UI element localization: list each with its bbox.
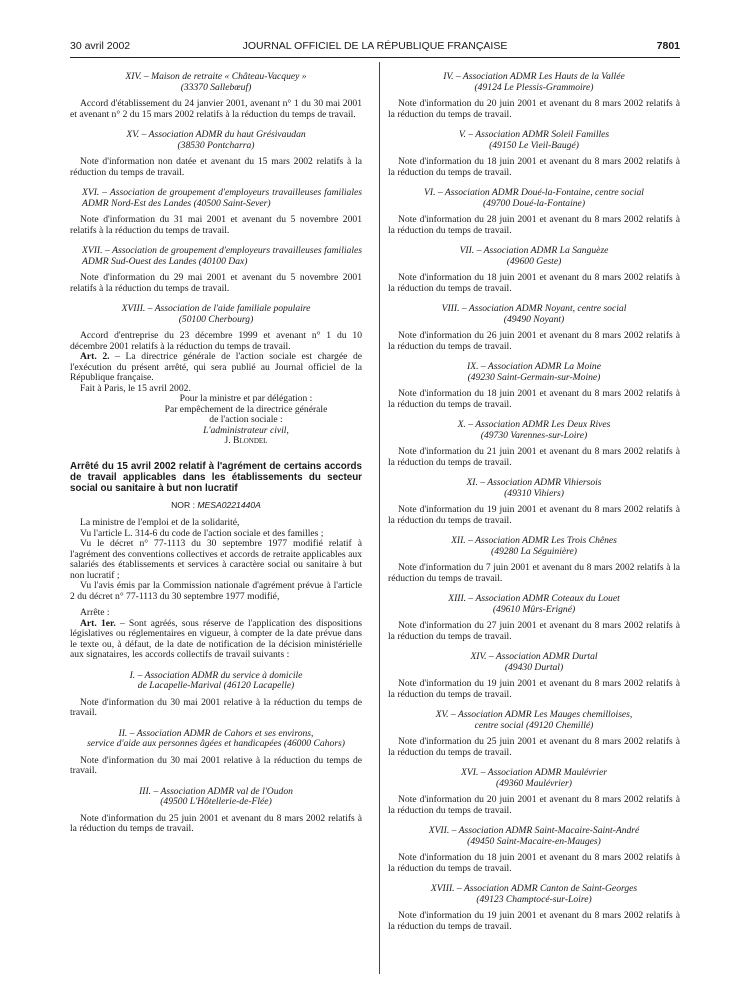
section-place: (49123 Champtocé-sur-Loire) bbox=[476, 893, 592, 905]
section-heading: XVIII. – Association de l'aide familiale populaire bbox=[121, 303, 311, 314]
right-column bbox=[388, 72, 680, 972]
section-heading: XVI. – Association ADMR Maulévrier bbox=[461, 767, 607, 778]
section-place: (49310 Vihiers) bbox=[504, 487, 564, 499]
section-text: Note d'information du 18 juin 2001 et avenant du 8 mars 2002 relatifs à la réduction du temps de travail. bbox=[388, 156, 680, 178]
section-text: Note d'information du 30 mai 2001 relative à la réduction du temps de travail. bbox=[70, 754, 362, 776]
section-text: Note d'information du 26 juin 2001 et avenant du 8 mars 2002 relatifs à la réduction du temps de travail. bbox=[388, 330, 680, 352]
decree-title: Arrêté du 15 avril 2002 relatif à l'agrément de certains accords de travail applicables dans les établissements du secteur social ou sanitaire à but non lucratif bbox=[70, 460, 362, 494]
section-place: (49730 Varennes-sur-Loire) bbox=[480, 429, 588, 441]
section-place: (33370 Sallebœuf) bbox=[180, 81, 252, 93]
header-rule bbox=[70, 57, 680, 58]
section-text: Note d'information du 25 juin 2001 et avenant du 8 mars 2002 relatifs à la réduction du temps de travail. bbox=[388, 736, 680, 758]
section-place: (38530 Pontcharra) bbox=[177, 139, 255, 151]
section-heading: XIV. – Association ADMR Durtal bbox=[470, 651, 598, 662]
section-text: Note d'information du 25 juin 2001 et avenant du 8 mars 2002 relatifs à la réduction du temps de travail. bbox=[70, 812, 362, 834]
section-text: Accord d'entreprise du 23 décembre 1999 et avenant n° 1 du 10 décembre 2001 relatifs à la réduction du temps de travail. bbox=[70, 330, 362, 352]
signature-line: de l'action sociale : bbox=[209, 414, 283, 425]
section-place: (49700 Doué-la-Fontaine) bbox=[482, 197, 586, 209]
section-place: (49124 Le Plessis-Grammoire) bbox=[474, 81, 594, 93]
section-place: (49280 La Séguinière) bbox=[491, 545, 577, 557]
section-place: (49600 Geste) bbox=[506, 255, 562, 267]
section-text: Note d'information du 20 juin 2001 et avenant du 8 mars 2002 relatifs à la réduction du temps de travail. bbox=[388, 794, 680, 816]
section-place: (50100 Cherbourg) bbox=[178, 313, 254, 325]
section-place: (49230 Saint-Germain-sur-Moine) bbox=[467, 371, 601, 383]
journal-title: JOURNAL OFFICIEL DE LA RÉPUBLIQUE FRANÇAISE bbox=[242, 40, 508, 52]
section-text: Note d'information du 27 juin 2001 et avenant du 8 mars 2002 relatifs à la réduction du temps de travail. bbox=[388, 620, 680, 642]
section-heading: II. – Association ADMR de Cahors et ses environs, bbox=[118, 727, 314, 739]
section-text: Note d'information du 20 juin 2001 et avenant du 8 mars 2002 relatifs à la réduction du temps de travail. bbox=[388, 98, 680, 120]
section-text: Accord d'établissement du 24 janvier 2001, avenant n° 1 du 30 mai 2001 et avenant n° 2 du 15 mars 2002 relatifs à la réduction du temps de travail. bbox=[70, 98, 362, 120]
preamble-line: Vu l'avis émis par la Commission nationale d'agrément prévue à l'article 2 du décret n° 77-1113 du 30 septembre 1977 modifié, bbox=[70, 580, 362, 602]
page-number: 7801 bbox=[656, 40, 680, 52]
section-heading: XIII. – Association ADMR Coteaux du Louet bbox=[448, 593, 620, 604]
signature-line: L'administrateur civil, bbox=[203, 424, 289, 436]
section-place: (49430 Durtal) bbox=[504, 661, 564, 673]
section-heading: III. – Association ADMR val de l'Oudon bbox=[139, 785, 293, 797]
section-text: Note d'information du 21 juin 2001 et avenant du 8 mars 2002 relatifs à la réduction du temps de travail. bbox=[388, 446, 680, 468]
section-place: (49450 Saint-Macaire-en-Mauges) bbox=[467, 835, 601, 847]
section-text: Note d'information du 29 mai 2001 et avenant du 5 novembre 2001 relatifs à la réduction du temps de travail. bbox=[70, 272, 362, 294]
section-heading: VIII. – Association ADMR Noyant, centre social bbox=[441, 303, 627, 314]
section-heading: XVIII. – Association ADMR Canton de Saint-Georges bbox=[430, 883, 638, 894]
section-heading: V. – Association ADMR Soleil Familles bbox=[458, 129, 610, 140]
column-divider bbox=[379, 62, 380, 974]
arrete-label: Arrête : bbox=[80, 607, 110, 618]
section-heading: XVII. – Association de groupement d'employeurs travailleuses familiales ADMR Sud-Ouest des Landes (40100 Dax) bbox=[82, 245, 362, 267]
section-heading: XIV. – Maison de retraite « Château-Vacquey » bbox=[125, 71, 307, 82]
section-heading: VI. – Association ADMR Doué-la-Fontaine, centre social bbox=[424, 187, 644, 198]
section-heading: VII. – Association ADMR La Sanguèze bbox=[459, 245, 609, 256]
section-heading: IX. – Association ADMR La Moine bbox=[467, 361, 601, 372]
section-heading: XI. – Association ADMR Vihiersois bbox=[466, 477, 602, 488]
section-text: Note d'information du 28 juin 2001 et avenant du 8 mars 2002 relatifs à la réduction du temps de travail. bbox=[388, 214, 680, 236]
page-header bbox=[70, 40, 680, 56]
section-place: de Lacapelle-Marival (46120 Lacapelle) bbox=[137, 680, 295, 691]
section-text: Note d'information du 30 mai 2001 relative à la réduction du temps de travail. bbox=[70, 696, 362, 718]
preamble-line: Vu le décret n° 77-1113 du 30 septembre 1977 modifié relatif à l'agrément des conventions collectives et accords de retraite applicables aux salariés des établissements et services à caractère social ou sanitaire à but non lucratif ; bbox=[70, 538, 362, 581]
section-text: Note d'information non datée et avenant du 15 mars 2002 relatifs à la réduction du temps de travail. bbox=[70, 156, 362, 178]
section-place: (49610 Mûrs-Erigné) bbox=[492, 603, 576, 615]
preamble-line: Vu l'article L. 314-6 du code de l'action sociale et des familles ; bbox=[80, 527, 324, 539]
done-at: Fait à Paris, le 15 avril 2002. bbox=[80, 382, 191, 394]
signature-line: Pour la ministre et par délégation : bbox=[179, 393, 313, 404]
section-place: (49150 Le Vieil-Baugé) bbox=[489, 139, 579, 151]
left-column bbox=[70, 72, 362, 972]
signature-line: Par empêchement de la directrice générale bbox=[164, 403, 328, 415]
section-text: Note d'information du 31 mai 2001 et avenant du 5 novembre 2001 relatifs à la réduction du temps de travail. bbox=[70, 214, 362, 236]
nor-reference: NOR : MESA0221440A bbox=[171, 499, 261, 510]
article-2: Art. 2. – La directrice générale de l'action sociale est chargée de l'exécution du présent arrêté, qui sera publié au Journal officiel de la République française. bbox=[70, 351, 362, 383]
section-text: Note d'information du 19 juin 2001 et avenant du 8 mars 2002 relatifs à la réduction du temps de travail. bbox=[388, 504, 680, 526]
section-text: Note d'information du 7 juin 2001 et avenant du 8 mars 2002 relatifs à la réduction du temps de travail. bbox=[388, 562, 680, 584]
signatory-name: J. Blondel bbox=[224, 435, 268, 446]
section-place: (49490 Noyant) bbox=[503, 313, 565, 325]
section-heading: I. – Association ADMR du service à domicile bbox=[129, 669, 303, 681]
section-place: service d'aide aux personnes âgées et handicapées (46000 Cahors) bbox=[87, 738, 345, 749]
preamble-line: La ministre de l'emploi et de la solidarité, bbox=[80, 517, 240, 528]
section-text: Note d'information du 19 juin 2001 et avenant du 8 mars 2002 relatifs à la réduction du temps de travail. bbox=[388, 910, 680, 932]
section-heading: XVI. – Association de groupement d'employeurs travailleuses familiales ADMR Nord-Est des Landes (40500 Saint-Sever) bbox=[82, 187, 362, 209]
section-place: (49500 L'Hôtellerie-de-Flée) bbox=[160, 796, 272, 807]
section-heading: XII. – Association ADMR Les Trois Chênes bbox=[451, 535, 617, 546]
section-heading: XVII. – Association ADMR Saint-Macaire-Saint-André bbox=[428, 825, 640, 836]
section-heading: XV. – Association ADMR Les Mauges chemilloises, bbox=[435, 709, 633, 720]
section-heading: IV. – Association ADMR Les Hauts de la Vallée bbox=[443, 71, 625, 82]
section-text: Note d'information du 18 juin 2001 et avenant du 8 mars 2002 relatifs à la réduction du temps de travail. bbox=[388, 272, 680, 294]
section-place: centre social (49120 Chemillé) bbox=[474, 719, 594, 731]
section-heading: XV. – Association ADMR du haut Grésivaudan bbox=[126, 129, 306, 140]
section-place: (49360 Maulévrier) bbox=[496, 777, 572, 789]
section-text: Note d'information du 18 juin 2001 et avenant du 8 mars 2002 relatifs à la réduction du temps de travail. bbox=[388, 388, 680, 410]
issue-date: 30 avril 2002 bbox=[70, 40, 131, 52]
section-text: Note d'information du 18 juin 2001 et avenant du 8 mars 2002 relatifs à la réduction du temps de travail. bbox=[388, 852, 680, 874]
section-text: Note d'information du 19 juin 2001 et avenant du 8 mars 2002 relatifs à la réduction du temps de travail. bbox=[388, 678, 680, 700]
article-1: Art. 1er. – Sont agréés, sous réserve de l'application des dispositions législatives ou réglementaires en vigueur, à compter de la date prévue dans le texte ou, à défaut, de la date de notification de la décision ministérielle aux signataires, les accords collectifs de travail suivants : bbox=[70, 617, 362, 660]
section-heading: X. – Association ADMR Les Deux Rives bbox=[457, 419, 611, 430]
